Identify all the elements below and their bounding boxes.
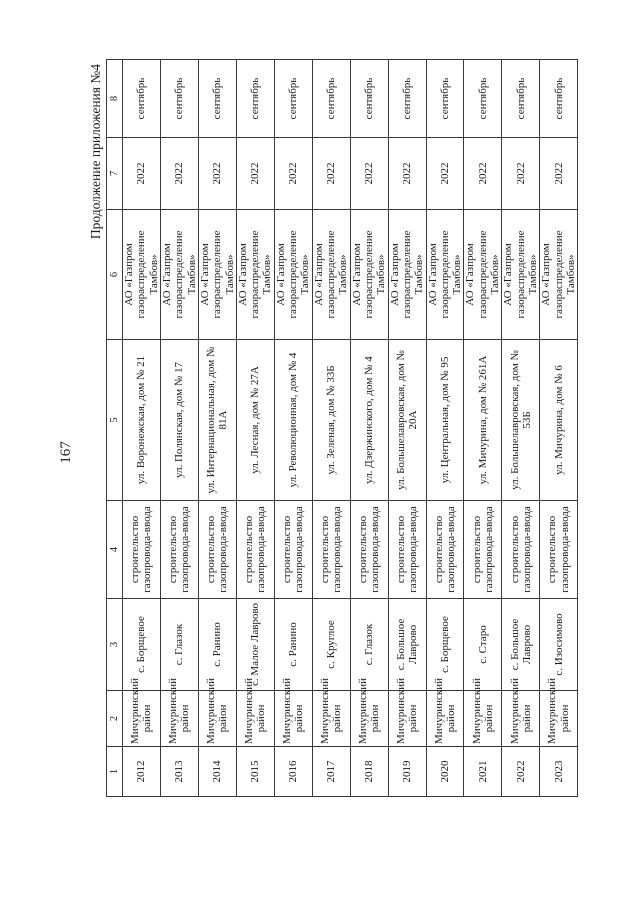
row-number-cell: 2012 xyxy=(123,747,161,797)
district-cell: Мичуринский район xyxy=(388,691,426,747)
row-number-cell: 2022 xyxy=(502,747,540,797)
work-type-cell: строительство газопровода-ввода xyxy=(388,501,426,599)
locality-cell: с. Ранино xyxy=(198,599,236,691)
work-type-cell: строительство газопровода-ввода xyxy=(426,501,464,599)
column-header: 3 xyxy=(107,599,123,691)
organization-cell: АО «Газпром газораспределение Тамбов» xyxy=(464,210,502,340)
organization-cell: АО «Газпром газораспределение Тамбов» xyxy=(274,210,312,340)
organization-cell: АО «Газпром газораспределение Тамбов» xyxy=(426,210,464,340)
year-cell: 2022 xyxy=(426,138,464,210)
appendix-continuation-heading: Продолжение приложения №4 xyxy=(88,64,103,240)
month-cell: сентябрь xyxy=(123,60,161,138)
row-number-cell: 2014 xyxy=(198,747,236,797)
locality-cell: с. Большое Лаврово xyxy=(502,599,540,691)
locality-cell: с. Круглое xyxy=(312,599,350,691)
month-cell: сентябрь xyxy=(312,60,350,138)
locality-cell: с. Глазок xyxy=(160,599,198,691)
row-number-cell: 2019 xyxy=(388,747,426,797)
organization-cell: АО «Газпром газораспределение Тамбов» xyxy=(502,210,540,340)
table-row xyxy=(350,60,388,797)
table-header xyxy=(107,60,123,797)
table-row xyxy=(540,60,578,797)
district-cell: Мичуринский район xyxy=(236,691,274,747)
address-cell: ул. Полянская, дом № 17 xyxy=(160,340,198,501)
month-cell: сентябрь xyxy=(464,60,502,138)
address-cell: ул. Интернациональная, дом № 81А xyxy=(198,340,236,501)
address-cell: ул. Воронежская, дом № 21 xyxy=(123,340,161,501)
district-cell: Мичуринский район xyxy=(274,691,312,747)
month-cell: сентябрь xyxy=(426,60,464,138)
address-cell: ул. Центральная, дом № 95 xyxy=(426,340,464,501)
district-cell: Мичуринский район xyxy=(160,691,198,747)
year-cell: 2022 xyxy=(502,138,540,210)
row-number-cell: 2013 xyxy=(160,747,198,797)
address-cell: ул. Дзержинского, дом № 4 xyxy=(350,340,388,501)
row-number-cell: 2023 xyxy=(540,747,578,797)
column-header: 5 xyxy=(107,340,123,501)
address-cell: ул. Большелавровская, дом № 53Б xyxy=(502,340,540,501)
column-header: 2 xyxy=(107,691,123,747)
column-header: 4 xyxy=(107,501,123,599)
organization-cell: АО «Газпром газораспределение Тамбов» xyxy=(388,210,426,340)
district-cell: Мичуринский район xyxy=(502,691,540,747)
table-row xyxy=(160,60,198,797)
locality-cell: с. Старо xyxy=(464,599,502,691)
year-cell: 2022 xyxy=(350,138,388,210)
month-cell: сентябрь xyxy=(274,60,312,138)
address-cell: ул. Зеленая, дом № 33Б xyxy=(312,340,350,501)
row-number-cell: 2016 xyxy=(274,747,312,797)
locality-cell: с. Борщевое xyxy=(123,599,161,691)
year-cell: 2022 xyxy=(540,138,578,210)
column-header: 1 xyxy=(107,747,123,797)
work-type-cell: строительство газопровода-ввода xyxy=(123,501,161,599)
work-type-cell: строительство газопровода-ввода xyxy=(312,501,350,599)
locality-cell: с. Большое Лаврово xyxy=(388,599,426,691)
work-type-cell: строительство газопровода-ввода xyxy=(274,501,312,599)
year-cell: 2022 xyxy=(388,138,426,210)
year-cell: 2022 xyxy=(274,138,312,210)
row-number-cell: 2015 xyxy=(236,747,274,797)
month-cell: сентябрь xyxy=(388,60,426,138)
district-cell: Мичуринский район xyxy=(540,691,578,747)
organization-cell: АО «Газпром газораспределение Тамбов» xyxy=(160,210,198,340)
district-cell: Мичуринский район xyxy=(464,691,502,747)
table-body xyxy=(123,60,578,797)
table-row xyxy=(236,60,274,797)
page-number: 167 xyxy=(58,441,74,464)
month-cell: сентябрь xyxy=(160,60,198,138)
work-type-cell: строительство газопровода-ввода xyxy=(502,501,540,599)
organization-cell: АО «Газпром газораспределение Тамбов» xyxy=(312,210,350,340)
month-cell: сентябрь xyxy=(236,60,274,138)
table-row xyxy=(312,60,350,797)
district-cell: Мичуринский район xyxy=(123,691,161,747)
district-cell: Мичуринский район xyxy=(198,691,236,747)
table-row xyxy=(123,60,161,797)
month-cell: сентябрь xyxy=(502,60,540,138)
column-header: 7 xyxy=(107,138,123,210)
locality-cell: с. Борщевое xyxy=(426,599,464,691)
organization-cell: АО «Газпром газораспределение Тамбов» xyxy=(236,210,274,340)
year-cell: 2022 xyxy=(464,138,502,210)
row-number-cell: 2018 xyxy=(350,747,388,797)
month-cell: сентябрь xyxy=(198,60,236,138)
appendix-table xyxy=(106,59,578,797)
locality-cell: с. Ранино xyxy=(274,599,312,691)
work-type-cell: строительство газопровода-ввода xyxy=(350,501,388,599)
work-type-cell: строительство газопровода-ввода xyxy=(160,501,198,599)
table-row xyxy=(464,60,502,797)
work-type-cell: строительство газопровода-ввода xyxy=(236,501,274,599)
organization-cell: АО «Газпром газораспределение Тамбов» xyxy=(198,210,236,340)
table-row xyxy=(388,60,426,797)
address-cell: ул. Большелавровская, дом № 20А xyxy=(388,340,426,501)
row-number-cell: 2017 xyxy=(312,747,350,797)
table-row xyxy=(274,60,312,797)
work-type-cell: строительство газопровода-ввода xyxy=(464,501,502,599)
row-number-cell: 2020 xyxy=(426,747,464,797)
work-type-cell: строительство газопровода-ввода xyxy=(198,501,236,599)
year-cell: 2022 xyxy=(236,138,274,210)
district-cell: Мичуринский район xyxy=(312,691,350,747)
locality-cell: с. Малое Лаврово xyxy=(236,599,274,691)
year-cell: 2022 xyxy=(312,138,350,210)
column-header: 8 xyxy=(107,60,123,138)
address-cell: ул. Лесная, дом № 27А xyxy=(236,340,274,501)
organization-cell: АО «Газпром газораспределение Тамбов» xyxy=(123,210,161,340)
work-type-cell: строительство газопровода-ввода xyxy=(540,501,578,599)
locality-cell: с. Глазок xyxy=(350,599,388,691)
table-row xyxy=(198,60,236,797)
address-cell: ул. Революционная, дом № 4 xyxy=(274,340,312,501)
row-number-cell: 2021 xyxy=(464,747,502,797)
year-cell: 2022 xyxy=(123,138,161,210)
locality-cell: с. Изосимово xyxy=(540,599,578,691)
header-row xyxy=(107,60,123,797)
year-cell: 2022 xyxy=(160,138,198,210)
column-header: 6 xyxy=(107,210,123,340)
month-cell: сентябрь xyxy=(350,60,388,138)
address-cell: ул. Мичурина, дом № 261А xyxy=(464,340,502,501)
year-cell: 2022 xyxy=(198,138,236,210)
month-cell: сентябрь xyxy=(540,60,578,138)
district-cell: Мичуринский район xyxy=(426,691,464,747)
organization-cell: АО «Газпром газораспределение Тамбов» xyxy=(540,210,578,340)
table-row xyxy=(426,60,464,797)
organization-cell: АО «Газпром газораспределение Тамбов» xyxy=(350,210,388,340)
table-row xyxy=(502,60,540,797)
district-cell: Мичуринский район xyxy=(350,691,388,747)
address-cell: ул. Мичурина, дом № 6 xyxy=(540,340,578,501)
